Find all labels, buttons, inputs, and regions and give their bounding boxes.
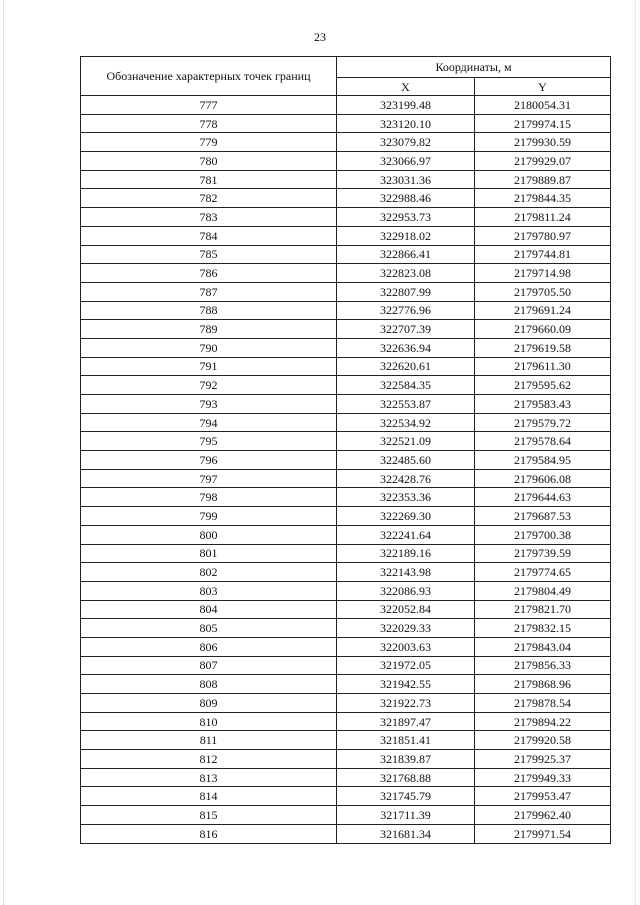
point-id-cell: 797 [81,469,337,488]
x-coordinate-cell: 322918.02 [337,226,475,245]
table-row [81,451,611,470]
table-row [81,750,611,769]
x-coordinate-cell: 322636.94 [337,338,475,357]
point-id-cell: 789 [81,320,337,339]
table-row [81,469,611,488]
table-row [81,507,611,526]
header-y: Y [475,78,611,96]
y-coordinate-cell: 2179920.58 [475,731,611,750]
y-coordinate-cell: 2179660.09 [475,320,611,339]
x-coordinate-cell: 322988.46 [337,189,475,208]
x-coordinate-cell: 321851.41 [337,731,475,750]
y-coordinate-cell: 2179962.40 [475,806,611,825]
y-coordinate-cell: 2179774.65 [475,563,611,582]
x-coordinate-cell: 322521.09 [337,432,475,451]
y-coordinate-cell: 2179889.87 [475,170,611,189]
x-coordinate-cell: 322776.96 [337,301,475,320]
point-id-cell: 796 [81,451,337,470]
point-id-cell: 806 [81,637,337,656]
point-id-cell: 815 [81,806,337,825]
table-row [81,357,611,376]
x-coordinate-cell: 323079.82 [337,133,475,152]
header-row-top [81,57,611,78]
table-row [81,488,611,507]
y-coordinate-cell: 2179804.49 [475,581,611,600]
x-coordinate-cell: 322353.36 [337,488,475,507]
x-coordinate-cell: 321681.34 [337,824,475,843]
x-coordinate-cell: 322143.98 [337,563,475,582]
x-coordinate-cell: 322029.33 [337,619,475,638]
table-row [81,544,611,563]
y-coordinate-cell: 2179821.70 [475,600,611,619]
x-coordinate-cell: 322269.30 [337,507,475,526]
table-row [81,600,611,619]
header-x: X [337,78,475,96]
point-id-cell: 799 [81,507,337,526]
point-id-cell: 816 [81,824,337,843]
y-coordinate-cell: 2179930.59 [475,133,611,152]
y-coordinate-cell: 2179687.53 [475,507,611,526]
table-row [81,432,611,451]
x-coordinate-cell: 323066.97 [337,152,475,171]
point-id-cell: 801 [81,544,337,563]
table-row [81,619,611,638]
table-row [81,712,611,731]
x-coordinate-cell: 322823.08 [337,264,475,283]
table-row [81,338,611,357]
x-coordinate-cell: 321745.79 [337,787,475,806]
x-coordinate-cell: 321711.39 [337,806,475,825]
y-coordinate-cell: 2179878.54 [475,694,611,713]
x-coordinate-cell: 321942.55 [337,675,475,694]
table-row [81,694,611,713]
y-coordinate-cell: 2179832.15 [475,619,611,638]
point-id-cell: 811 [81,731,337,750]
y-coordinate-cell: 2179843.04 [475,637,611,656]
table-row [81,806,611,825]
y-coordinate-cell: 2179583.43 [475,395,611,414]
point-id-cell: 792 [81,376,337,395]
x-coordinate-cell: 322428.76 [337,469,475,488]
scan-edge-right [635,0,637,905]
x-coordinate-cell: 322620.61 [337,357,475,376]
point-id-cell: 810 [81,712,337,731]
table-row [81,282,611,301]
x-coordinate-cell: 322485.60 [337,451,475,470]
point-id-cell: 790 [81,338,337,357]
table-row [81,525,611,544]
x-coordinate-cell: 321922.73 [337,694,475,713]
y-coordinate-cell: 2179929.07 [475,152,611,171]
table-row [81,413,611,432]
point-id-cell: 780 [81,152,337,171]
y-coordinate-cell: 2179644.63 [475,488,611,507]
x-coordinate-cell: 322003.63 [337,637,475,656]
point-id-cell: 804 [81,600,337,619]
x-coordinate-cell: 322086.93 [337,581,475,600]
y-coordinate-cell: 2179953.47 [475,787,611,806]
y-coordinate-cell: 2179584.95 [475,451,611,470]
x-coordinate-cell: 322584.35 [337,376,475,395]
table-row [81,376,611,395]
y-coordinate-cell: 2179739.59 [475,544,611,563]
table-row [81,731,611,750]
point-id-cell: 782 [81,189,337,208]
table-row [81,152,611,171]
table-header [81,57,611,96]
y-coordinate-cell: 2179744.81 [475,245,611,264]
point-id-cell: 795 [81,432,337,451]
y-coordinate-cell: 2179619.58 [475,338,611,357]
point-id-cell: 778 [81,114,337,133]
table-row [81,824,611,843]
point-id-cell: 785 [81,245,337,264]
header-coordinates: Координаты, м [337,57,611,78]
table-row [81,301,611,320]
coordinates-table [80,56,611,844]
point-id-cell: 791 [81,357,337,376]
point-id-cell: 800 [81,525,337,544]
y-coordinate-cell: 2179606.08 [475,469,611,488]
point-id-cell: 777 [81,96,337,115]
y-coordinate-cell: 2179868.96 [475,675,611,694]
x-coordinate-cell: 322189.16 [337,544,475,563]
table-row [81,787,611,806]
y-coordinate-cell: 2179949.33 [475,768,611,787]
x-coordinate-cell: 321897.47 [337,712,475,731]
point-id-cell: 798 [81,488,337,507]
table-row [81,226,611,245]
x-coordinate-cell: 321839.87 [337,750,475,769]
point-id-cell: 779 [81,133,337,152]
y-coordinate-cell: 2179811.24 [475,208,611,227]
table-row [81,189,611,208]
point-id-cell: 814 [81,787,337,806]
page-number: 23 [314,30,326,44]
table-row [81,320,611,339]
table-row [81,581,611,600]
point-id-cell: 803 [81,581,337,600]
y-coordinate-cell: 2179579.72 [475,413,611,432]
x-coordinate-cell: 322707.39 [337,320,475,339]
table-row [81,768,611,787]
table-row [81,637,611,656]
table-row [81,675,611,694]
y-coordinate-cell: 2179971.54 [475,824,611,843]
table-row [81,245,611,264]
x-coordinate-cell: 322052.84 [337,600,475,619]
point-id-cell: 784 [81,226,337,245]
point-id-cell: 812 [81,750,337,769]
x-coordinate-cell: 323031.36 [337,170,475,189]
y-coordinate-cell: 2179700.38 [475,525,611,544]
y-coordinate-cell: 2179578.64 [475,432,611,451]
table-row [81,264,611,283]
point-id-cell: 802 [81,563,337,582]
scan-edge-left [3,0,5,905]
y-coordinate-cell: 2179844.35 [475,189,611,208]
y-coordinate-cell: 2179714.98 [475,264,611,283]
x-coordinate-cell: 322534.92 [337,413,475,432]
y-coordinate-cell: 2179595.62 [475,376,611,395]
point-id-cell: 787 [81,282,337,301]
point-id-cell: 807 [81,656,337,675]
x-coordinate-cell: 322553.87 [337,395,475,414]
x-coordinate-cell: 322241.64 [337,525,475,544]
y-coordinate-cell: 2179780.97 [475,226,611,245]
table-body [81,96,611,844]
table-row [81,133,611,152]
table-row [81,96,611,115]
x-coordinate-cell: 322953.73 [337,208,475,227]
x-coordinate-cell: 322866.41 [337,245,475,264]
point-id-cell: 808 [81,675,337,694]
point-id-cell: 813 [81,768,337,787]
point-id-cell: 786 [81,264,337,283]
point-id-cell: 805 [81,619,337,638]
header-designation: Обозначение характерных точек границ [81,57,337,96]
point-id-cell: 781 [81,170,337,189]
y-coordinate-cell: 2179894.22 [475,712,611,731]
x-coordinate-cell: 321768.88 [337,768,475,787]
y-coordinate-cell: 2179691.24 [475,301,611,320]
table-row [81,395,611,414]
y-coordinate-cell: 2179925.37 [475,750,611,769]
x-coordinate-cell: 322807.99 [337,282,475,301]
y-coordinate-cell: 2179974.15 [475,114,611,133]
x-coordinate-cell: 323120.10 [337,114,475,133]
point-id-cell: 809 [81,694,337,713]
y-coordinate-cell: 2179611.30 [475,357,611,376]
table-row [81,208,611,227]
point-id-cell: 783 [81,208,337,227]
table-row [81,170,611,189]
y-coordinate-cell: 2180054.31 [475,96,611,115]
point-id-cell: 793 [81,395,337,414]
y-coordinate-cell: 2179705.50 [475,282,611,301]
x-coordinate-cell: 321972.05 [337,656,475,675]
table-row [81,563,611,582]
table-row [81,656,611,675]
point-id-cell: 794 [81,413,337,432]
y-coordinate-cell: 2179856.33 [475,656,611,675]
table-row [81,114,611,133]
point-id-cell: 788 [81,301,337,320]
x-coordinate-cell: 323199.48 [337,96,475,115]
